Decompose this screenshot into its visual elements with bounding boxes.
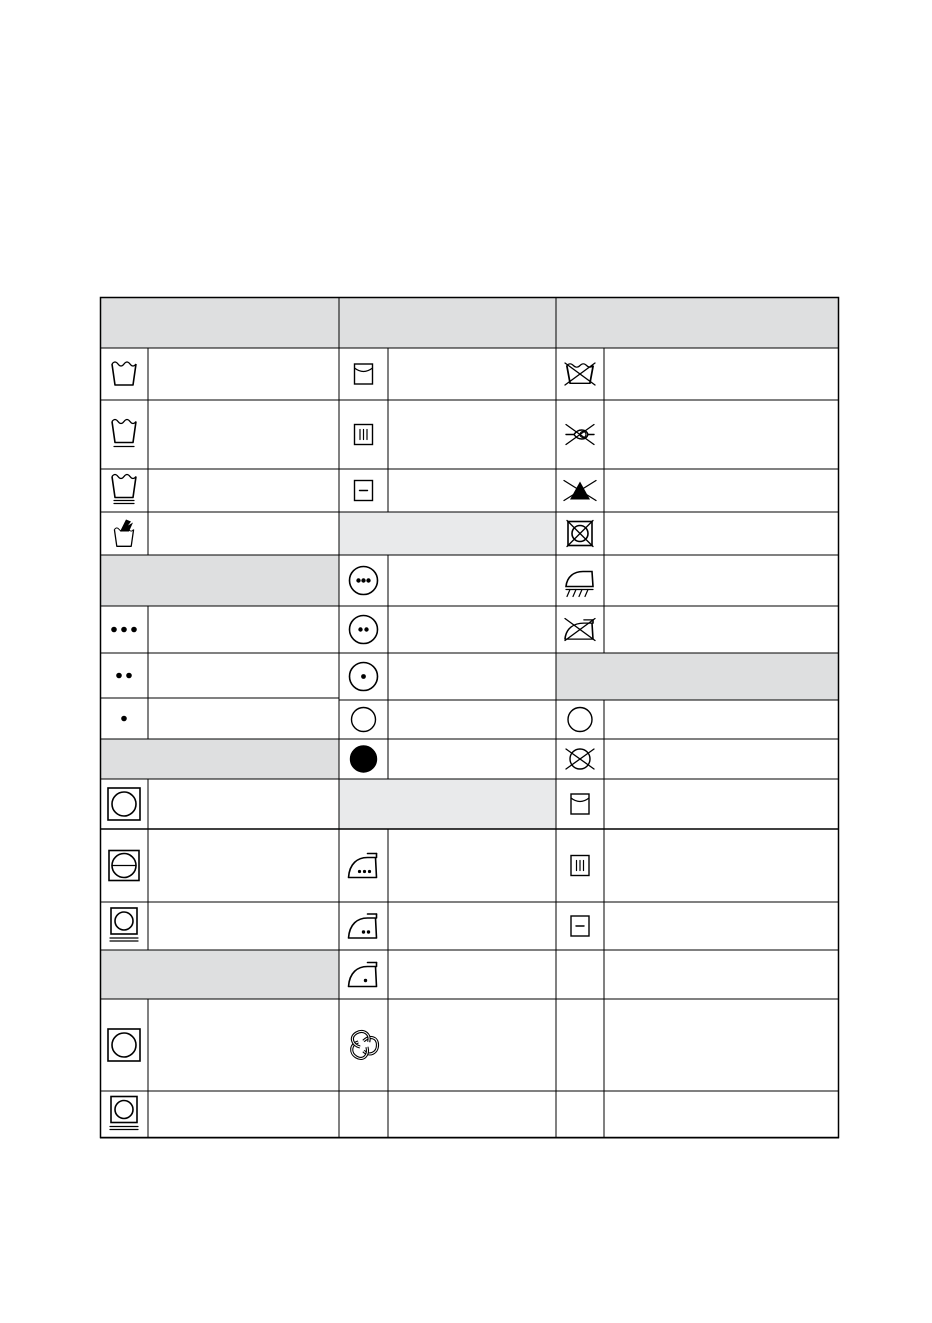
do-not-tumble-dry-icon	[567, 521, 593, 547]
hand-wash-icon	[114, 520, 133, 547]
do-not-bleach-icon	[564, 481, 596, 501]
two-dots-icon	[116, 673, 132, 679]
circle-two-dots-icon	[350, 616, 378, 644]
section-row-band	[100, 950, 339, 999]
drip-dry-icon	[571, 856, 589, 876]
line-dry-icon	[355, 364, 373, 384]
iron-two-dots-icon	[349, 914, 377, 938]
tumble-dry-icon	[108, 1029, 140, 1061]
do-not-dry-clean-icon	[566, 749, 594, 769]
section-row-band	[556, 653, 839, 700]
tumble-dry-gentle-icon	[110, 908, 138, 941]
dry-flat-icon	[571, 916, 589, 936]
one-dot-icon	[121, 716, 127, 722]
woolmark-icon	[349, 1028, 378, 1060]
table-header-band	[100, 297, 839, 348]
circle-filled-icon	[351, 746, 377, 772]
drip-dry-icon	[355, 425, 373, 445]
iron-one-dot-icon	[349, 963, 377, 987]
circle-one-dot-icon	[350, 663, 378, 691]
wash-tub-icon	[112, 362, 136, 385]
iron-three-dots-icon	[349, 854, 377, 878]
tumble-dry-flat-icon	[109, 851, 139, 881]
do-not-wring-icon	[566, 425, 594, 445]
line-dry-icon	[571, 794, 589, 814]
section-row-band	[100, 555, 339, 606]
section-row-band	[339, 512, 556, 555]
tumble-dry-gentle-icon	[110, 1097, 138, 1130]
wash-tub-very-gentle-icon	[112, 475, 136, 504]
circle-three-dots-icon	[350, 567, 378, 595]
section-row-band	[100, 739, 339, 779]
table-border	[101, 298, 839, 1138]
do-not-wash-icon	[565, 363, 595, 385]
circle-empty-icon	[568, 708, 592, 732]
dry-flat-icon	[355, 481, 373, 501]
section-row-band	[339, 779, 556, 829]
circle-empty-icon	[352, 708, 376, 732]
tumble-dry-icon	[108, 788, 140, 820]
wash-tub-gentle-icon	[112, 420, 136, 447]
three-dots-icon	[111, 627, 137, 633]
do-not-iron-icon	[565, 619, 595, 641]
iron-steam-icon	[566, 572, 593, 597]
